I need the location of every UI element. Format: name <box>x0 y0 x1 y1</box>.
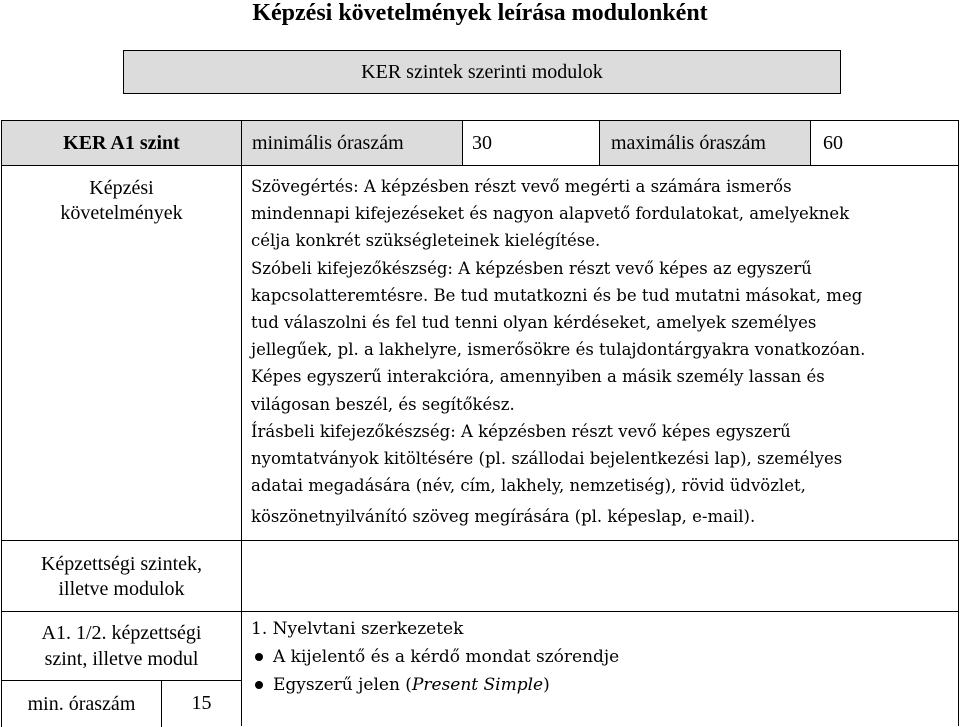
req-line: Írásbeli kifejezőkészség: A képzésben részt vevő képes egyszerű <box>251 421 791 441</box>
min-hours-value: 30 <box>472 131 492 154</box>
req-line: Képes egyszerű interakcióra, amennyiben a másik személy lassan és <box>251 367 825 387</box>
min-label-cell <box>241 120 463 166</box>
bullet-icon <box>255 681 263 689</box>
bullet-text-prefix: Egyszerű jelen ( <box>273 675 412 695</box>
req-line: nyomtatványok kitöltésére (pl. szállodai bejelentkezési lap), személyes <box>251 449 843 469</box>
module-heading: 1. Nyelvtani szerkezetek <box>251 619 464 639</box>
req-line: mindennapi kifejezéseket és nagyon alapvető fordulatokat, amelyeknek <box>251 204 850 224</box>
list-item <box>251 671 958 699</box>
bullet-icon <box>255 653 263 661</box>
requirements-label-line2: követelmények <box>60 202 183 224</box>
requirements-text <box>242 165 958 531</box>
subheader-box <box>123 50 841 94</box>
requirements-label-cell <box>1 165 242 541</box>
bullet-text-suffix: ) <box>543 675 550 695</box>
req-line: Szóbeli kifejezőkészség: A képzésben részt vevő képes az egyszerű <box>251 258 812 278</box>
page-title: Képzési követelmények leírása modulonként <box>252 0 708 26</box>
hours-label-cell <box>1 680 162 727</box>
list-item <box>251 643 958 671</box>
min-value-cell <box>462 120 600 166</box>
module-content-cell <box>241 611 959 726</box>
max-value-cell <box>810 120 959 166</box>
req-line: világosan beszél, és segítőkész. <box>251 394 515 414</box>
levels-label-line1: Képzettségi szintek, <box>40 553 203 575</box>
module-label-line1: A1. 1/2. képzettségi <box>41 622 202 644</box>
level-label: KER A1 szint <box>63 131 180 154</box>
min-hours-label: minimális óraszám <box>252 131 404 154</box>
bullet-text-italic: Present Simple <box>411 675 544 695</box>
bullet-text: A kijelentő és a kérdő mondat szórendje <box>273 647 620 667</box>
module-bullet-list <box>251 643 958 699</box>
req-line: adatai megadására (név, cím, lakhely, nemzetiség), rövid üdvözlet, <box>251 476 806 496</box>
max-hours-label: maximális óraszám <box>611 131 766 154</box>
levels-label-cell <box>1 540 242 612</box>
module-hours-label: min. óraszám <box>27 692 136 715</box>
req-line: Szövegértés: A képzésben részt vevő megérti a számára ismerős <box>251 177 792 196</box>
module-label-line2: szint, illetve modul <box>44 648 199 670</box>
level-cell <box>1 120 242 166</box>
subheader-text: KER szintek szerinti modulok <box>361 60 603 83</box>
req-line: tud válaszolni és fel tud tenni olyan kérdéseket, amelyek személyes <box>251 313 817 333</box>
max-label-cell <box>599 120 811 166</box>
hours-row <box>1 680 242 726</box>
module-hours-value: 15 <box>191 692 212 714</box>
req-line: kapcsolatteremtésre. Be tud mutatkozni és be tud mutatni másokat, meg <box>251 285 863 305</box>
levels-label-line2: illetve modulok <box>58 578 185 600</box>
req-line: köszönetnyilvánító szöveg megírására (pl. képeslap, e-mail). <box>251 507 756 527</box>
max-hours-value: 60 <box>823 131 843 154</box>
levels-content-cell <box>241 540 959 612</box>
requirements-label-line1: Képzési <box>89 177 154 199</box>
req-line: jellegűek, pl. a lakhelyre, ismerősökre és tulajdontárgyakra vonatkozóan. <box>251 340 866 360</box>
req-line: célja konkrét szükségleteinek kielégítése. <box>251 231 601 251</box>
requirements-text-cell <box>241 165 959 541</box>
